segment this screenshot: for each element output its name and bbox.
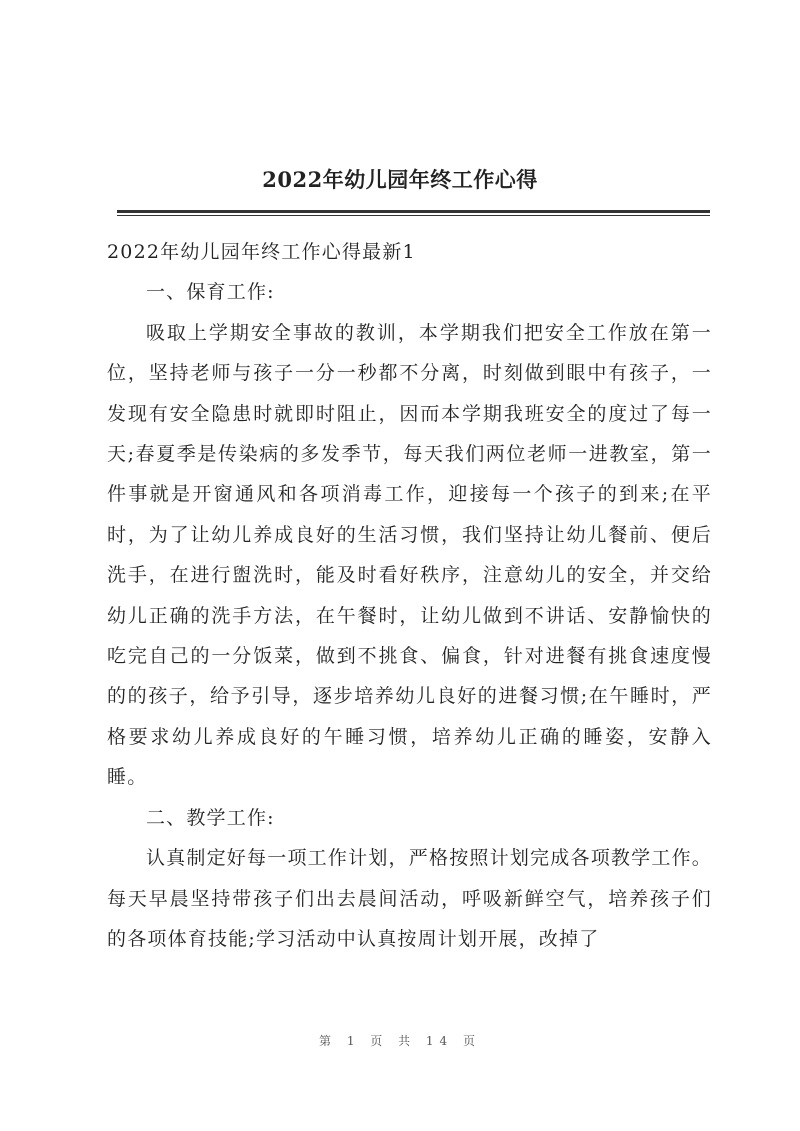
section-body-teaching: 认真制定好每一项工作计划，严格按照计划完成各项教学工作。每天早晨坚持带孩子们出去晨间活动，呼吸新鲜空气，培养孩子们的各项体育技能;学习活动中认真按周计划开展，改掉了	[107, 847, 712, 950]
document-subtitle: 2022年幼儿园年终工作心得最新1	[107, 241, 416, 263]
section-heading-teaching: 二、教学工作:	[145, 806, 275, 829]
section-heading-care: 一、保育工作:	[145, 281, 275, 304]
page-footer: 第 1 页 共 14 页	[319, 1034, 481, 1048]
document-body	[107, 232, 712, 959]
section-body-care: 吸取上学期安全事故的教训，本学期我们把安全工作放在第一位，坚持老师与孩子一分一秒都不分离，时刻做到眼中有孩子，一发现有安全隐患时就即时阻止，因而本学期我班安全的度过了每一天;春夏季是传染病的多发季节，每天我们两位老师一进教室，第一件事就是开窗通风和各项消毒工作，迎接每一个孩子的到来;在平时，为了让幼儿养成良好的生活习惯，我们坚持让幼儿餐前、便后洗手，在进行盥洗时，能及时看好秩序，注意幼儿的安全，并交给幼儿正确的洗手方法，在午餐时，让幼儿做到不讲话、安静愉快的吃完自己的一分饭菜，做到不挑食、偏食，针对进餐有挑食速度慢的的孩子，给予引导，逐步培养幼儿良好的进餐习惯;在午睡时，严格要求幼儿养成良好的午睡习惯，培养幼儿正确的睡姿，安静入睡。	[107, 321, 712, 789]
title-divider-thick	[117, 210, 710, 213]
title-divider-thin	[117, 215, 710, 216]
document-title: 2022年幼儿园年终工作心得	[262, 167, 538, 192]
